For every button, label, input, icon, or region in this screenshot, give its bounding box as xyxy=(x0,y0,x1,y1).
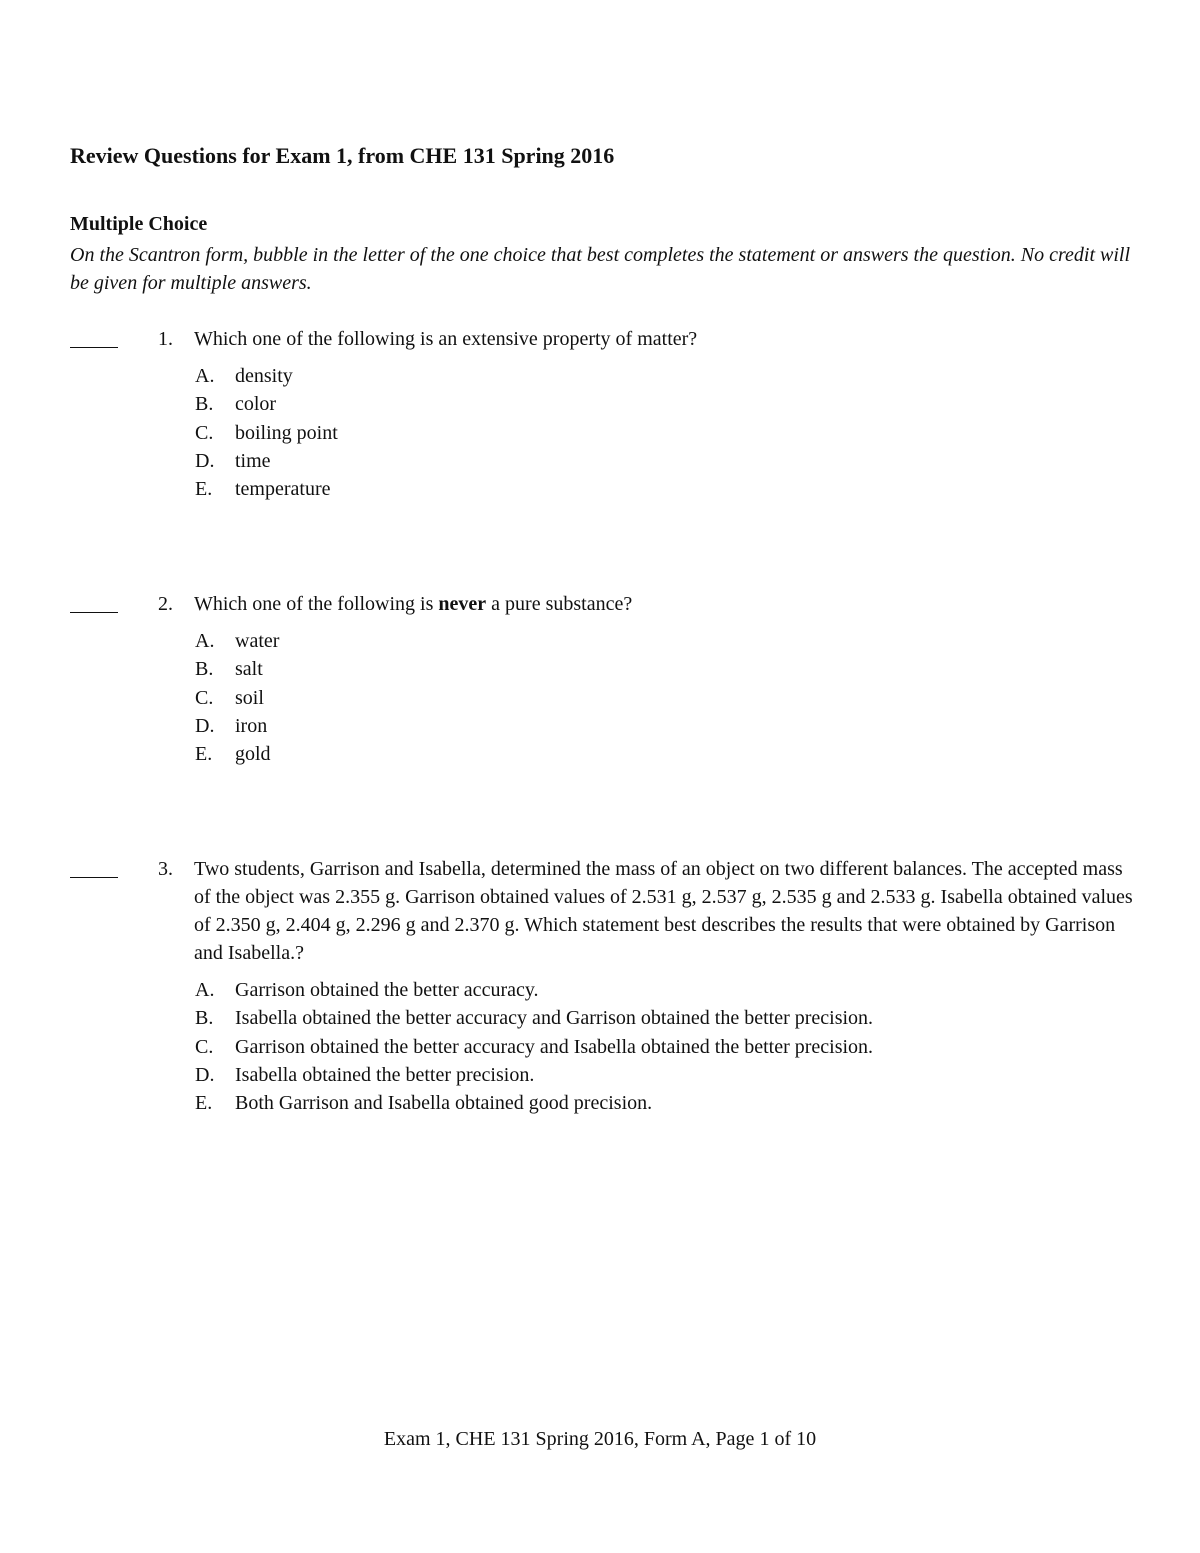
answer-blank[interactable] xyxy=(70,855,118,878)
choice-letter: C. xyxy=(195,421,214,444)
choice-text: Garrison obtained the better accuracy and Isabella obtained the better precision. xyxy=(235,1035,874,1058)
choice-text: density xyxy=(235,365,293,387)
choice-letter: B. xyxy=(195,393,214,416)
choice-letter: D. xyxy=(195,1063,215,1086)
choice-item xyxy=(195,627,1140,655)
choice-text: Isabella obtained the better accuracy and Garrison obtained the better precision. xyxy=(235,1007,874,1030)
page-footer: Exam 1, CHE 131 Spring 2016, Form A, Page 1 of 10 xyxy=(383,1428,817,1450)
choice-text: time xyxy=(235,449,271,472)
question-number: 1. xyxy=(158,328,173,350)
choice-text: Isabella obtained the better precision. xyxy=(235,1063,535,1086)
answer-choices xyxy=(195,976,1140,1117)
choice-letter: C. xyxy=(195,686,214,709)
choice-text: water xyxy=(235,630,280,652)
choice-text: Garrison obtained the better accuracy. xyxy=(235,979,539,1001)
choice-text: boiling point xyxy=(235,421,338,444)
choice-letter: D. xyxy=(195,714,215,737)
section-heading: Multiple Choice xyxy=(70,213,208,235)
question-text: Which one of the following is an extensive property of matter? xyxy=(194,328,698,350)
choice-letter: B. xyxy=(195,658,214,681)
choice-text: salt xyxy=(235,658,263,681)
choice-item xyxy=(195,362,1140,390)
choice-item xyxy=(195,475,1140,503)
answer-choices xyxy=(195,627,1140,768)
question-2 xyxy=(70,590,1140,768)
question-number: 3. xyxy=(158,858,173,880)
instructions-text: On the Scantron form, bubble in the letter of the one choice that best completes the statement or answers the question. No credit will be given for multiple answers. xyxy=(70,244,1131,294)
choice-text: gold xyxy=(235,743,271,766)
choice-letter: A. xyxy=(195,630,215,652)
choice-letter: A. xyxy=(195,365,215,387)
choice-letter: D. xyxy=(195,449,215,472)
choice-item xyxy=(195,447,1140,475)
answer-blank[interactable] xyxy=(70,325,118,348)
choice-letter: C. xyxy=(195,1035,214,1058)
answer-choices xyxy=(195,362,1140,503)
question-1 xyxy=(70,325,1140,503)
emphasis-text: never xyxy=(438,593,487,615)
choice-text: color xyxy=(235,393,277,416)
answer-blank[interactable] xyxy=(70,590,118,613)
choice-item xyxy=(195,1089,1140,1117)
choice-letter: E. xyxy=(195,1092,213,1115)
question-number: 2. xyxy=(158,593,173,615)
choice-text: iron xyxy=(235,714,268,737)
choice-item xyxy=(195,1033,1140,1061)
choice-text: soil xyxy=(235,686,264,709)
choice-item xyxy=(195,684,1140,712)
question-3 xyxy=(70,855,1140,1117)
choice-text: temperature xyxy=(235,478,331,501)
choice-item xyxy=(195,712,1140,740)
choice-letter: A. xyxy=(195,979,215,1001)
choice-text: Both Garrison and Isabella obtained good precision. xyxy=(235,1092,653,1115)
choice-item xyxy=(195,419,1140,447)
choice-item xyxy=(195,976,1140,1004)
choice-letter: E. xyxy=(195,743,213,766)
choice-item xyxy=(195,390,1140,418)
choice-item xyxy=(195,655,1140,683)
choice-item xyxy=(195,1061,1140,1089)
question-text: Which one of the following is never a pure substance? xyxy=(194,593,633,615)
choice-item xyxy=(195,1004,1140,1032)
question-text: Two students, Garrison and Isabella, determined the mass of an object on two different balances. The accepted mass of the object was 2.355 g. Garrison obtained values of 2.531 g, 2.537 g, 2.535 g and 2.533 g. Isabella obtained values of 2.350 g, 2.404 g, 2.296 g and 2.370 g. Which statement best describes the results that were obtained by Garrison and Isabella.? xyxy=(194,858,1133,964)
choice-letter: E. xyxy=(195,478,213,501)
choice-item xyxy=(195,740,1140,768)
choice-letter: B. xyxy=(195,1007,214,1030)
page-title: Review Questions for Exam 1, from CHE 131 Spring 2016 xyxy=(70,143,615,168)
